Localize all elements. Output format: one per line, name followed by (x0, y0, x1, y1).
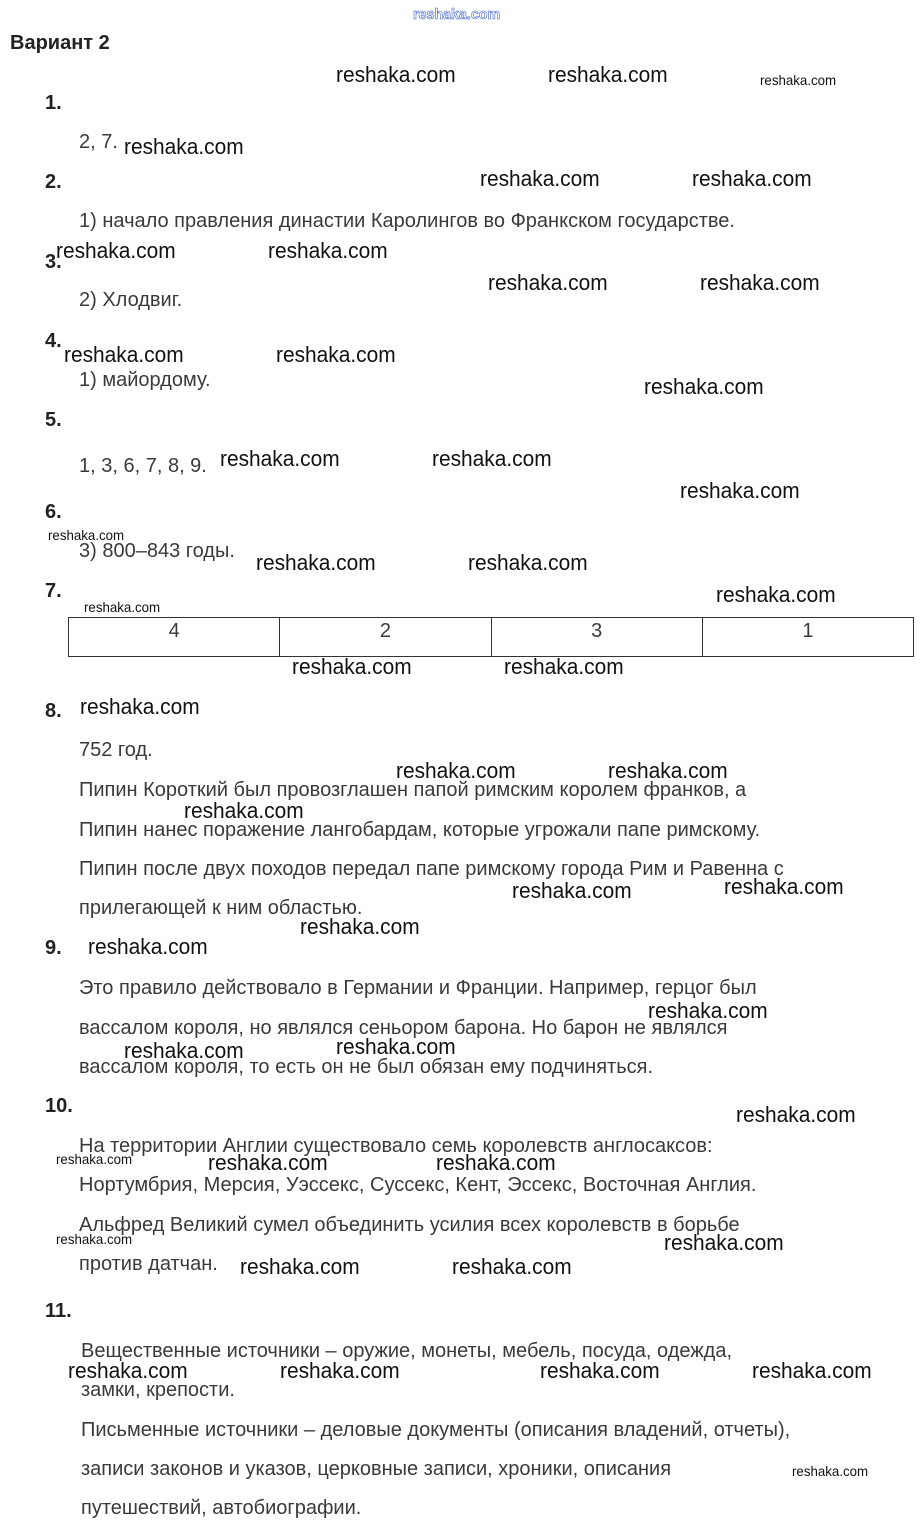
watermark: reshaka.com (240, 1254, 360, 1279)
question-number: 3. (45, 251, 62, 273)
watermark: reshaka.com (468, 550, 588, 575)
watermark: reshaka.com (648, 998, 768, 1023)
watermark: reshaka.com (540, 1358, 660, 1383)
watermark: reshaka.com (432, 446, 552, 471)
watermark: reshaka.com (256, 550, 376, 575)
watermark: reshaka.com (548, 62, 668, 87)
watermark: reshaka.com (336, 62, 456, 87)
answer-text: записи законов и указов, церковные записи, хроники, описания (81, 1458, 672, 1480)
page-title: Вариант 2 (10, 32, 110, 54)
watermark: reshaka.com (692, 166, 812, 191)
answer-text: 752 год. (79, 739, 153, 761)
answer-text: вассалом короля, но являлся сеньором барона. Но барон не являлся (79, 1017, 728, 1039)
watermark: reshaka.com (220, 446, 340, 471)
watermark: reshaka.com (680, 478, 800, 503)
answer-text: 2, 7. (79, 131, 118, 153)
question-number: 2. (45, 171, 62, 193)
watermark: reshaka.com (124, 1038, 244, 1063)
table-cell: 1 (702, 618, 913, 657)
table-cell: 3 (491, 618, 702, 657)
watermark: reshaka.com (644, 374, 764, 399)
question-number: 11. (45, 1300, 72, 1322)
watermark: reshaka.com (184, 798, 304, 823)
watermark: reshaka.com (280, 1358, 400, 1383)
watermark: reshaka.com (292, 654, 412, 679)
watermark: reshaka.com (124, 134, 244, 159)
answer-text: Вещественные источники – оружие, монеты, мебель, посуда, одежда, (81, 1340, 733, 1362)
question-number: 8. (45, 700, 62, 722)
watermark: reshaka.com (480, 166, 600, 191)
answer-text: Альфред Великий сумел объединить усилия всех королевств в борьбе (79, 1214, 740, 1236)
watermark: reshaka.com (488, 270, 608, 295)
question-number: 4. (45, 330, 62, 352)
answer-text: Пипин нанес поражение лангобардам, которые угрожали папе римскому. (79, 819, 761, 841)
answer-text: Письменные источники – деловые документы (описания владений, отчеты), (81, 1419, 791, 1441)
answer-text: Пипин Короткий был провозглашен папой римским королем франков, а (79, 779, 747, 801)
question-number: 6. (45, 501, 62, 523)
watermark: reshaka.com (268, 238, 388, 263)
watermark: reshaka.com (504, 654, 624, 679)
watermark: reshaka.com (336, 1034, 456, 1059)
answer-text: На территории Англии существовало семь королевств англосаксов: (79, 1135, 713, 1157)
watermark: reshaka.com (396, 758, 516, 783)
watermark: reshaka.com (724, 874, 844, 899)
watermark: reshaka.com (88, 934, 208, 959)
watermark: reshaka.com (208, 1150, 328, 1175)
watermark: reshaka.com (752, 1358, 872, 1383)
question-number: 9. (45, 937, 62, 959)
table-cell: 2 (280, 618, 491, 657)
answer-text: 1, 3, 6, 7, 8, 9. (79, 455, 207, 477)
watermark: reshaka.com (436, 1150, 556, 1175)
answer-text: прилегающей к ним областью. (79, 897, 363, 919)
watermark: reshaka.com (664, 1230, 784, 1255)
question-number: 7. (45, 580, 62, 602)
answer-text: против датчан. (79, 1253, 218, 1275)
watermark: reshaka.com (760, 72, 837, 88)
watermark: reshaka.com (48, 527, 125, 543)
watermark: reshaka.com (68, 1358, 188, 1383)
watermark: reshaka.com (608, 758, 728, 783)
answer-text: Нортумбрия, Мерсия, Уэссекс, Суссекс, Кент, Эссекс, Восточная Англия. (79, 1174, 757, 1196)
question-number: 1. (45, 92, 62, 114)
watermark: reshaka.com (452, 1254, 572, 1279)
answer-text: Это правило действовало в Германии и Франции. Например, герцог был (79, 977, 757, 999)
answer-text: 2) Хлодвиг. (79, 289, 183, 311)
watermark: reshaka.com (300, 914, 420, 939)
answer-text: вассалом короля, то есть он не был обязан ему подчиняться. (79, 1056, 654, 1078)
watermark: reshaka.com (56, 238, 176, 263)
watermark: reshaka.com (64, 342, 184, 367)
watermark: reshaka.com (512, 878, 632, 903)
watermark: reshaka.com (56, 1151, 133, 1167)
table-cell: 4 (69, 618, 280, 657)
watermark: reshaka.com (80, 694, 200, 719)
question-number: 5. (45, 409, 62, 431)
watermark: reshaka.com (56, 1231, 133, 1247)
answer-text: Пипин после двух походов передал папе римскому города Рим и Равенна с (79, 858, 784, 880)
answer-text: замки, крепости. (81, 1379, 235, 1401)
answer-table (68, 617, 914, 657)
watermark: reshaka.com (413, 6, 501, 23)
answer-text: путешествий, автобиографии. (81, 1497, 362, 1519)
watermark: reshaka.com (700, 270, 820, 295)
answer-text: 1) начало правления династии Каролингов во Франкском государстве. (79, 210, 735, 232)
watermark: reshaka.com (736, 1102, 856, 1127)
answer-text: 1) майордому. (79, 369, 211, 391)
answer-text: 3) 800–843 годы. (79, 540, 235, 562)
watermark: reshaka.com (276, 342, 396, 367)
watermark: reshaka.com (84, 599, 161, 615)
watermark: reshaka.com (792, 1463, 869, 1479)
question-number: 10. (45, 1095, 73, 1117)
watermark: reshaka.com (716, 582, 836, 607)
